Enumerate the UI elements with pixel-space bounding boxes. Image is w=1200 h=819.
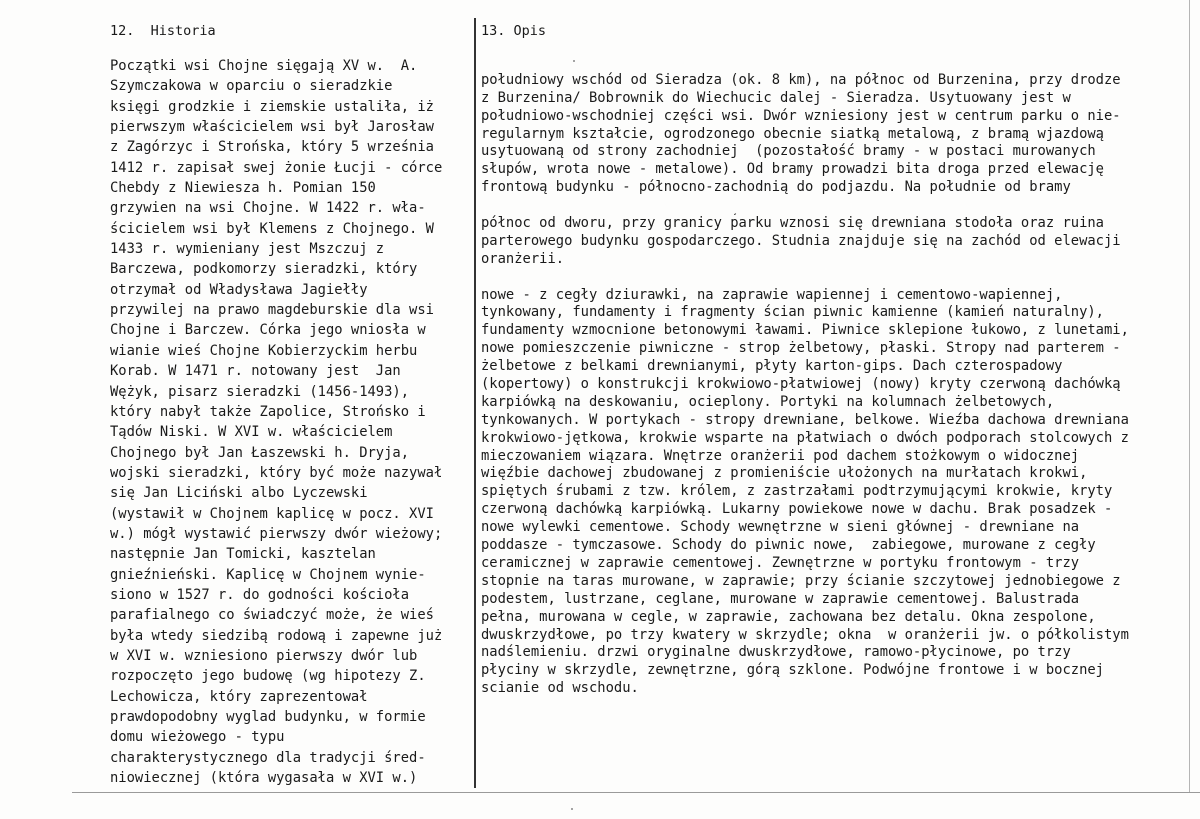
- text-line: wojski sieradzki, który być może nazywał: [110, 464, 443, 481]
- text-line: fundamenty wzmocnione betonowymi ławami. Piwnice sklepione łukowo, z lunetami,: [481, 322, 1129, 339]
- sytuacja-text: [481, 72, 1187, 197]
- text-line: mieczowaniem wiązara. Wnętrze oranżerii pod dachem stożkowym o widocznej: [481, 447, 1080, 464]
- text-line: nowe wylewki cementowe. Schody wewnętrzne w sieni głównej - drewniane na: [481, 519, 1080, 536]
- text-line: spiętych śrubami z tzw. królem, z zastrzałami podtrzymującymi krokwie, kryty: [481, 483, 1113, 500]
- text-line: Chojnego był Jan Łaszewski h. Dryja,: [110, 444, 410, 461]
- text-line: więźbie dachowej zbudowanej z promieniście ułożonych na murłatach krokwi,: [481, 465, 1088, 482]
- text-line: Szymczakowa w oparciu o sieradzkie: [110, 78, 393, 95]
- page-edge-right: [1189, 0, 1190, 792]
- text-line: siono w 1527 r. do godności kościoła: [110, 586, 410, 603]
- text-line: księgi grodzkie i ziemskie ustaliła, iż: [110, 98, 434, 115]
- text-line: przywilej na prawo magdeburskie dla wsi: [110, 302, 434, 319]
- material-text: [481, 287, 1187, 698]
- text-line: była wtedy siedzibą rodową i zapewne już: [110, 627, 443, 644]
- scan-speck: [573, 60, 575, 62]
- text-line: frontową budynku - północno-zachodnią do podjazdu. Na południe od bramy: [481, 179, 1071, 196]
- text-line: w XVI w. wzniesiono pierwszy dwór lub: [110, 647, 418, 664]
- text-line: następnie Jan Tomicki, kasztelan: [110, 546, 376, 563]
- text-line: wianie wieś Chojne Kobierzyckim herbu: [110, 342, 418, 359]
- text-line: południowy wschód od Sieradza (ok. 8 km), na północ od Burzenina, przy drodze: [481, 71, 1121, 88]
- history-text: [110, 56, 460, 788]
- text-line: nowe - z cegły dziurawki, na zaprawie wapiennej i cementowo-wapiennej,: [481, 286, 1063, 303]
- text-line: regularnym kształcie, ogrodzonego obecnie siatką metalową, z bramą wjazdową: [481, 125, 1104, 142]
- text-line: który nabył także Zapolice, Strońsko i: [110, 403, 426, 420]
- text-line: z Zagórzyc i Strońska, który 5 września: [110, 139, 434, 156]
- column-divider: [474, 18, 476, 788]
- text-line: niowiecznej (która wygasała w XVI w.): [110, 770, 418, 787]
- text-line: Tądów Niski. W XVI w. właścicielem: [110, 424, 393, 441]
- text-line: parafialnego co świadczyć może, że wieś: [110, 607, 434, 624]
- text-line: stopnie na taras murowane, w zaprawie; przy ścianie szczytowej jednobiegowe z: [481, 572, 1121, 589]
- text-line: krokwiowo-jętkowa, krokwie wsparte na płatwiach o dwóch podporach stolcowych z: [481, 429, 1129, 446]
- text-line: słupów, wrota nowe - metalowe). Od bramy prowadzi bita droga przed elewację: [481, 161, 1104, 178]
- text-line: tynkowanych. W portykach - stropy drewniane, belkowe. Wieźba dachowa drewniana: [481, 411, 1129, 428]
- text-line: południowo-wschodniej części wsi. Dwór wzniesiony jest w centrum parku o nie-: [481, 107, 1121, 124]
- text-line: 1412 r. zapisał swej żonie Łucji - córce: [110, 159, 443, 176]
- text-line: usytuowaną od strony zachodniej (pozostałość bramy - w postaci murowanych: [481, 143, 1096, 160]
- text-line: ścicielem wsi był Klemens z Chojnego. W: [110, 220, 434, 237]
- material-first-line: [481, 269, 1187, 287]
- scan-speck: [571, 808, 573, 810]
- text-line: oranżerii.: [481, 250, 565, 267]
- kosciol-line: [481, 197, 1187, 215]
- text-line: w.) mógł wystawić pierwszy dwór wieżowy;: [110, 525, 443, 542]
- text-line: tynkowany, fundamenty i fragmenty ścian piwnic kamienne (kamień naturalny),: [481, 304, 1104, 321]
- text-line: nadślemieniu. drzwi oryginalne dwuskrzydłowe, ramowo-płycinowe, po trzy: [481, 644, 1071, 661]
- text-line: czerwoną dachówką karpiówką. Lukarny powiekowe nowe w dachu. Brak posadzek -: [481, 501, 1113, 518]
- text-line: z Burzenina/ Bobrownik do Wiechucic dalej - Sieradza. Usytuowany jest w: [481, 89, 1071, 106]
- text-line: pełna, murowana w cegle, w zaprawie, zachowana bez detalu. Okna zespolone,: [481, 608, 1096, 625]
- text-line: Barczewa, podkomorzy sieradzki, który: [110, 261, 418, 278]
- text-line: pierwszym właścicielem wsi był Jarosław: [110, 119, 434, 136]
- text-line: żelbetowe z belkami drewnianymi, płyty karton-gips. Dach czterospadowy: [481, 358, 1063, 375]
- page-edge-bottom: [72, 792, 1200, 793]
- text-line: grzywien na wsi Chojne. W 1422 r. wła-: [110, 200, 426, 217]
- sytuacja-tail-text: [481, 215, 1187, 269]
- text-line: się Jan Liciński albo Lyczewski: [110, 485, 368, 502]
- description-heading: 13. Opis: [481, 23, 547, 39]
- text-line: prawdopodobny wyglad budynku, w formie: [110, 709, 426, 725]
- text-line: Wężyk, pisarz sieradzki (1456-1493),: [110, 383, 410, 400]
- text-line: charakterystycznego dla tradycji śred-: [110, 749, 426, 766]
- text-line: Początki wsi Chojne sięgają XV w. A.: [110, 58, 418, 74]
- history-heading: 12. Historia: [110, 23, 216, 39]
- text-line: gnieźnieński. Kaplicę w Chojnem wynie-: [110, 566, 426, 583]
- text-line: Lechowicza, który zaprezentował: [110, 688, 368, 705]
- text-line: parterowego budynku gospodarczego. Studnia znajduje się na zachód od elewacji: [481, 232, 1121, 249]
- text-line: Korab. W 1471 r. notowany jest Jan: [110, 363, 401, 380]
- text-line: podestem, lustrzane, ceglane, murowane w zaprawie cementowej. Balustrada: [481, 590, 1080, 607]
- text-line: północ od dworu, przy granicy parku wznosi się drewniana stodoła oraz ruina: [481, 215, 1104, 232]
- text-line: karpiówką na deskowaniu, ocieplony. Portyki na kolumnach żelbetowych,: [481, 393, 1055, 410]
- text-line: (wystawił w Chojnem kaplicę w pocz. XVI: [110, 505, 434, 522]
- text-line: scianie od wschodu.: [481, 680, 639, 697]
- history-column: [110, 22, 460, 788]
- sytuacja-first-line: [481, 54, 1187, 72]
- text-line: ceramicznej w zaprawie cementowej. Zewnętrzne w portyku frontowym - trzy: [481, 554, 1080, 571]
- text-line: otrzymał od Władysława Jagiełły: [110, 281, 368, 298]
- text-line: rozpoczęto jego budowę (wg hipotezy Z.: [110, 668, 426, 685]
- text-line: (kopertowy) o konstrukcji krokwiowo-płatwiowej (nowy) kryty czerwoną dachówką: [481, 376, 1121, 393]
- text-line: Chojne i Barczew. Córka jego wniosła w: [110, 322, 426, 339]
- text-line: nowe pomieszczenie piwniczne - strop żelbetowy, płaski. Stropy nad parterem -: [481, 340, 1121, 357]
- text-line: Chebdy z Niewiesza h. Pomian 150: [110, 180, 376, 197]
- text-line: domu wieżowego - typu: [110, 729, 285, 746]
- text-line: płyciny w skrzydle, zewnętrzne, górą szklone. Podwójne frontowe i w bocznej: [481, 662, 1104, 679]
- text-line: dwuskrzydłowe, po trzy kwatery w skrzydle; okna w oranżerii jw. o półkolistym: [481, 626, 1129, 643]
- description-column: [481, 22, 1187, 698]
- text-line: 1433 r. wymieniany jest Mszczuj z: [110, 241, 385, 258]
- text-line: poddasze - tymczasowe. Schody do piwnic nowe, zabiegowe, murowane z cegły: [481, 537, 1096, 554]
